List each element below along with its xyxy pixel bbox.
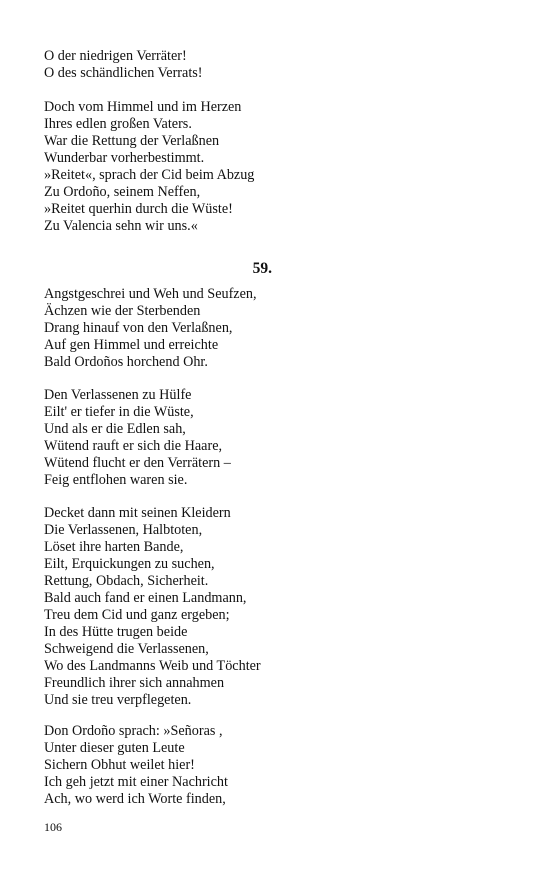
verse-line: Drang hinauf von den Verlaßnen,: [44, 320, 233, 336]
verse-line: Ach, wo werd ich Worte finden,: [44, 791, 226, 807]
verse-line: O der niedrigen Verräter!: [44, 48, 187, 64]
verse-line: Und als er die Edlen sah,: [44, 421, 186, 437]
stanza-4: [44, 387, 504, 489]
verse-line: Eilt, Erquickungen zu suchen,: [44, 556, 215, 572]
stanza-5: [44, 505, 504, 709]
stanza-2: [44, 99, 504, 235]
verse-line: In des Hütte trugen beide: [44, 624, 188, 640]
verse-line: »Reitet«, sprach der Cid beim Abzug: [44, 167, 255, 183]
verse-line: »Reitet querhin durch die Wüste!: [44, 201, 233, 217]
verse-line: Die Verlassenen, Halbtoten,: [44, 522, 203, 538]
verse-line: Wütend rauft er sich die Haare,: [44, 438, 223, 454]
verse-line: Zu Valencia sehn wir uns.«: [44, 218, 198, 234]
verse-line: Wütend flucht er den Verrätern –: [44, 455, 231, 471]
verse-line: Doch vom Himmel und im Herzen: [44, 99, 242, 115]
stanza-1: [44, 48, 504, 82]
verse-line: Wunderbar vorherbestimmt.: [44, 150, 205, 166]
verse-line: Decket dann mit seinen Kleidern: [44, 505, 231, 521]
verse-line: Auf gen Himmel und erreichte: [44, 337, 219, 353]
verse-line: Treu dem Cid und ganz ergeben;: [44, 607, 230, 623]
verse-line: Sichern Obhut weilet hier!: [44, 757, 195, 773]
verse-line: O des schändlichen Verrats!: [44, 65, 203, 81]
verse-line: Den Verlassenen zu Hülfe: [44, 387, 192, 403]
verse-line: Ächzen wie der Sterbenden: [44, 303, 201, 319]
verse-line: Bald Ordoños horchend Ohr.: [44, 354, 208, 370]
verse-line: Ihres edlen großen Vaters.: [44, 116, 192, 132]
stanza-6: [44, 723, 504, 808]
verse-line: Und sie treu verpflegeten.: [44, 692, 192, 708]
verse-line: Unter dieser guten Leute: [44, 740, 185, 756]
verse-line: Bald auch fand er einen Landmann,: [44, 590, 247, 606]
verse-line: Wo des Landmanns Weib und Töchter: [44, 658, 261, 674]
stanza-3: [44, 286, 504, 371]
verse-line: Angstgeschrei und Weh und Seufzen,: [44, 286, 257, 302]
verse-line: Freundlich ihrer sich annahmen: [44, 675, 225, 691]
verse-line: Eilt' er tiefer in die Wüste,: [44, 404, 194, 420]
verse-line: Schweigend die Verlassenen,: [44, 641, 209, 657]
verse-line: Feig entflohen waren sie.: [44, 472, 188, 488]
verse-line: Don Ordoño sprach: »Señoras ,: [44, 723, 223, 739]
verse-line: Löset ihre harten Bande,: [44, 539, 184, 555]
page-number: 106: [44, 820, 62, 834]
verse-line: Ich geh jetzt mit einer Nachricht: [44, 774, 228, 790]
section-heading: 59.: [252, 260, 272, 277]
verse-line: Zu Ordoño, seinem Neffen,: [44, 184, 201, 200]
verse-line: War die Rettung der Verlaßnen: [44, 133, 220, 149]
verse-line: Rettung, Obdach, Sicherheit.: [44, 573, 209, 589]
